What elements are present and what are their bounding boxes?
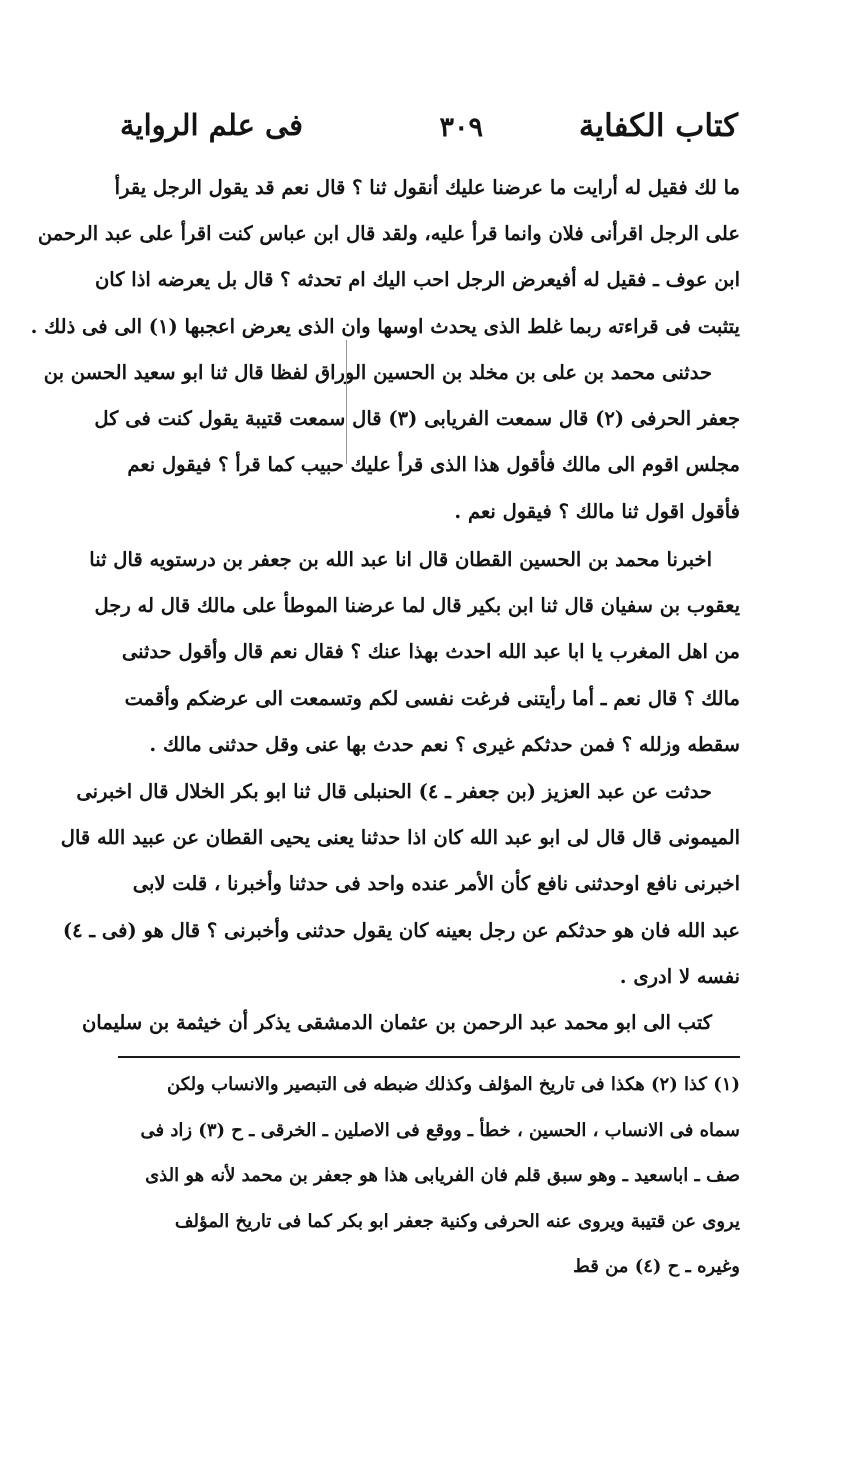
text-line: عبد الله فان هو حدثكم عن رجل بعينه كان يقول حدثنى وأخبرنى ؟ قال هو (فى ـ ٤) [62, 918, 740, 942]
text-line: الميمونى قال قال لى ابو عبد الله كان اذا حدثنا يعنى يحيى القطان عن عبيد الله قال [60, 826, 740, 850]
text-line: حدثنى محمد بن على بن مخلد بن الحسين الوراق لفظا قال ثنا ابو سعيد الحسن بن [43, 361, 712, 384]
margin-mark [346, 340, 347, 464]
footnote-line: صف ـ اباسعيد ـ وهو سبق قلم فان الفريابى هذا هو جعفر بن محمد لأنه هو الذى [145, 1165, 740, 1187]
text-line: نفسه لا ادرى . [619, 964, 740, 988]
text-line: كتب الى ابو محمد عبد الرحمن بن عثمان الدمشقى يذكر أن خيثمة بن سليمان [81, 1011, 712, 1034]
text-line: اخبرنا محمد بن الحسين القطان قال انا عبد الله بن جعفر بن درستويه قال ثنا [89, 548, 712, 571]
text-line: ابن عوف ـ فقيل له أفيعرض الرجل احب اليك ام تحدثه ؟ قال بل يعرضه اذا كان [94, 268, 740, 292]
text-line: مالك ؟ قال نعم ـ أما رأيتنى فرغت نفسى لكم وتسمعت الى عرضكم وأقمت [124, 686, 740, 710]
footnote-line: (١) كذا (٢) هكذا فى تاريخ المؤلف وكذلك ضبطه فى التبصير والانساب ولكن [167, 1074, 740, 1095]
text-line: مجلس اقوم الى مالك فأقول هذا الذى قرأ عليك حبيب كما قرأ ؟ فيقول نعم [127, 453, 740, 477]
text-line: ما لك فقيل له أرايت ما عرضنا عليك أنقول ثنا ؟ قال نعم قد يقول الرجل يقرأ [114, 176, 740, 199]
footnote-divider [118, 1056, 740, 1058]
page-number: ٣٠٩ [439, 112, 483, 143]
section-title: فى علم الرواية [120, 108, 304, 142]
text-line: يعقوب بن سفيان قال ثنا ابن بكير قال لما عرضنا الموطأ على مالك قال له رجل [94, 594, 740, 618]
text-line: من اهل المغرب يا ابا عبد الله احدث بهذا عنك ؟ فقال نعم قال وأقول حدثنى [121, 640, 740, 664]
paragraph-3 [89, 537, 740, 768]
footnote-line: وغيره ـ ح (٤) من قط [573, 1256, 740, 1278]
text-line: يتثبت فى قراءته ربما غلط الذى يحدث اوسها وان الذى يعرض اعجبها (١) الى فى ذلك . [30, 314, 740, 338]
footnote-line: سماه فى الانساب ، الحسين ، خطأ ـ ووقع فى الاصلين ـ الخرقى ـ ح (٣) زاد فى [140, 1119, 740, 1141]
running-header [120, 108, 738, 164]
footnote-line: يروى عن قتيبة ويروى عنه الحرفى وكنية جعفر ابو بكر كما فى تاريخ المؤلف [174, 1210, 740, 1232]
text-line: حدثت عن عبد العزيز (بن جعفر ـ ٤) الحنبلى قال ثنا ابو بكر الخلال قال اخبرنى [76, 780, 712, 803]
footnotes [118, 1062, 740, 1290]
text-line: على الرجل اقرأنى فلان وانما قرأ عليه، ولقد قال ابن عباس كنت اقرأ على عبد الرحمن [37, 222, 740, 246]
text-line: جعفر الحرفى (٢) قال سمعت الفريابى (٣) قال سمعت قتيبة يقول كنت فى كل [94, 407, 740, 431]
text-line: اخبرنى نافع اوحدثنى نافع كأن الأمر عنده واحد فى حدثنا وأخبرنا ، قلت لابى [132, 872, 740, 896]
text-line: سقطه وزلله ؟ فمن حدثكم غيرى ؟ نعم حدث بها عنى وقل حدثنى مالك . [149, 732, 740, 756]
text-line: فأقول اقول ثنا مالك ؟ فيقول نعم . [454, 499, 740, 523]
paragraph-5 [81, 1000, 740, 1046]
paragraph-1 [30, 165, 740, 350]
paragraph-4 [60, 769, 740, 1000]
paragraph-2 [43, 350, 740, 535]
book-title: كتاب الكفاية [578, 108, 738, 144]
